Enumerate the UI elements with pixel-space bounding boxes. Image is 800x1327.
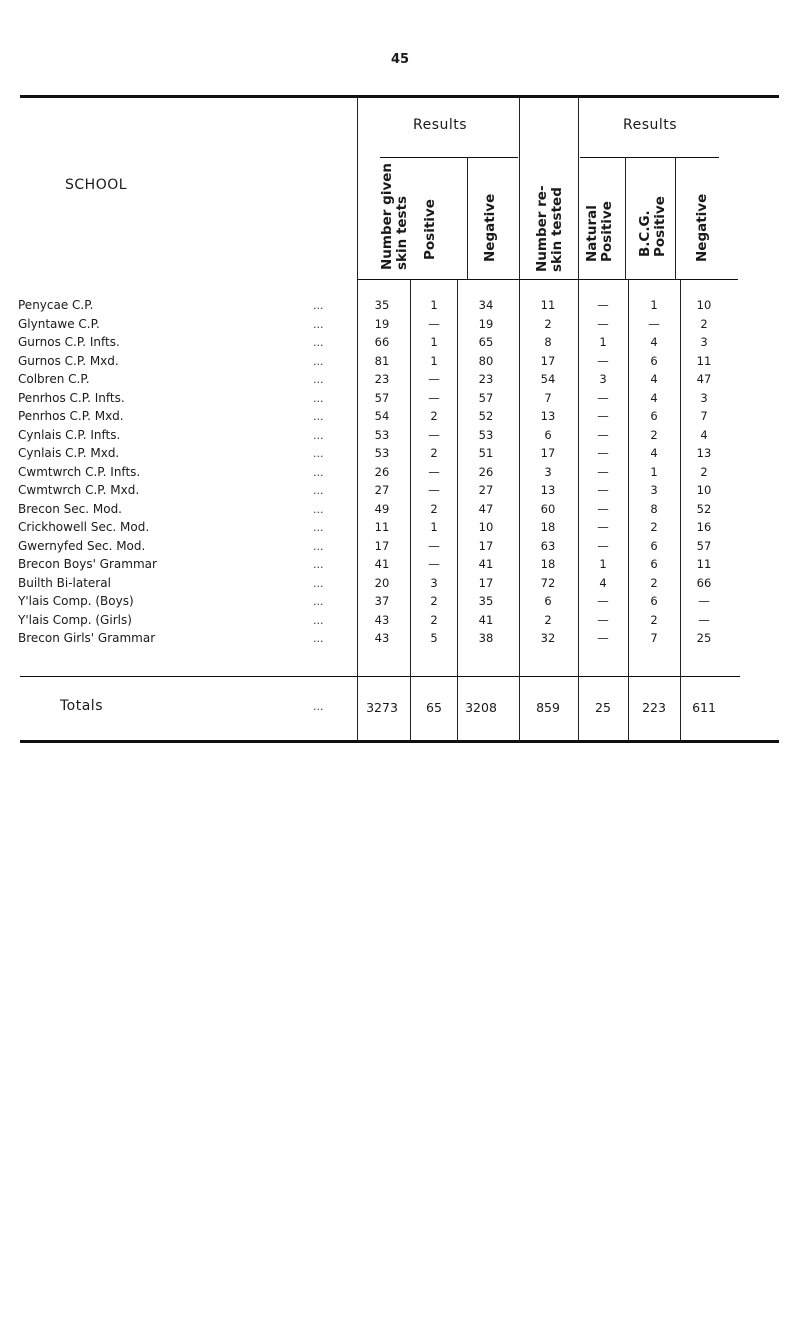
cell-negative-2: 57 [696, 538, 712, 553]
cell-positive: 3 [430, 575, 438, 590]
school-name: Colbren C.P. [18, 372, 90, 386]
leader-dots: ... [313, 539, 324, 553]
cell-bcg-positive: 1 [650, 298, 658, 312]
cell-bcg-positive: 2 [650, 575, 658, 590]
header-results-2: Results [623, 117, 678, 133]
cell-negative-2: 4 [700, 427, 708, 442]
cell-negative: 34 [478, 298, 494, 312]
cell-positive: 2 [430, 612, 438, 627]
cell-bcg-positive: 1 [650, 464, 658, 479]
cell-bcg-positive: 7 [650, 631, 658, 645]
cell-given: 43 [374, 612, 390, 627]
cell-bcg-positive: 6 [650, 557, 658, 571]
totals-bcg: 223 [642, 700, 666, 715]
cell-negative-2: 3 [700, 335, 708, 349]
cell-negative: 51 [478, 446, 494, 460]
cell-negative: 53 [478, 427, 494, 442]
cell-bcg-positive: 6 [650, 538, 658, 553]
cell-bcg-positive: 2 [650, 612, 658, 627]
cell-bcg-positive: 4 [650, 335, 658, 349]
cell-positive: 2 [430, 446, 438, 460]
cell-retested: 32 [540, 631, 556, 645]
cell-retested: 8 [544, 335, 552, 349]
cell-natural-positive: — [597, 390, 609, 405]
cell-negative: 23 [478, 372, 494, 386]
cell-negative: 10 [478, 520, 494, 534]
header-col-line [578, 98, 579, 280]
leader-dots: ... [313, 632, 324, 645]
leader-dots: ... [313, 299, 324, 312]
cell-bcg-positive: 2 [650, 427, 658, 442]
header-number-given: Number given skin tests [379, 162, 410, 270]
cell-natural-positive: 4 [599, 575, 607, 590]
cell-negative-2: 13 [696, 446, 712, 460]
cell-negative: 35 [478, 594, 494, 608]
cell-retested: 13 [540, 409, 556, 423]
cell-given: 43 [374, 631, 390, 645]
cell-bcg-positive: 6 [650, 594, 658, 608]
leader-dots: ... [313, 484, 324, 497]
leader-dots: ... [313, 576, 324, 590]
cell-natural-positive: — [597, 594, 609, 608]
cell-given: 53 [374, 446, 390, 460]
cell-given: 81 [374, 353, 390, 368]
cell-given: 20 [374, 575, 390, 590]
cell-negative: 26 [478, 464, 494, 479]
cell-negative-2: 2 [700, 316, 708, 331]
cell-natural-positive: 1 [599, 335, 607, 349]
cell-retested: 54 [540, 372, 556, 386]
leader-dots: ... [313, 336, 324, 349]
cell-negative: 17 [478, 575, 494, 590]
cell-negative: 38 [478, 631, 494, 645]
cell-given: 49 [374, 501, 390, 516]
cell-negative: 65 [478, 335, 494, 349]
cell-positive: 1 [430, 353, 438, 368]
header-bcg-positive: B.C.G. Positive [637, 196, 668, 257]
cell-given: 53 [374, 427, 390, 442]
page-number: 45 [390, 52, 410, 67]
school-name: Penrhos C.P. Infts. [18, 390, 125, 405]
cell-retested: 6 [544, 427, 552, 442]
cell-negative-2: 10 [696, 483, 712, 497]
cell-positive: — [428, 483, 440, 497]
cell-negative-2: 2 [700, 464, 708, 479]
header-school: SCHOOL [65, 177, 128, 193]
school-name: Brecon Boys' Grammar [18, 557, 157, 571]
cell-natural-positive: — [597, 631, 609, 645]
cell-negative-2: 11 [696, 557, 712, 571]
cell-negative: 52 [478, 409, 494, 423]
cell-positive: — [428, 372, 440, 386]
cell-retested: 7 [544, 390, 552, 405]
leader-dots: ... [313, 391, 324, 405]
school-name: Gurnos C.P. Infts. [18, 335, 120, 349]
body-col-line [410, 280, 411, 740]
school-name: Gwernyfed Sec. Mod. [18, 538, 146, 553]
cell-bcg-positive: 4 [650, 390, 658, 405]
school-name: Brecon Girls' Grammar [18, 631, 156, 645]
cell-given: 19 [374, 316, 390, 331]
cell-retested: 72 [540, 575, 556, 590]
cell-retested: 18 [540, 520, 556, 534]
body-col-line [519, 280, 520, 740]
results-2-underline [580, 157, 719, 158]
cell-positive: 5 [430, 631, 438, 645]
bottom-rule [20, 740, 779, 743]
cell-natural-positive: — [597, 464, 609, 479]
school-name: Penrhos C.P. Mxd. [18, 409, 124, 423]
leader-dots: ... [313, 354, 324, 368]
cell-negative: 80 [478, 353, 494, 368]
leader-dots: ... [313, 317, 324, 331]
cell-natural-positive: — [597, 612, 609, 627]
cell-positive: 2 [430, 501, 438, 516]
cell-positive: — [428, 427, 440, 442]
header-col-line [467, 157, 468, 280]
cell-negative: 27 [478, 483, 494, 497]
totals-col-line [680, 676, 681, 739]
cell-given: 35 [374, 298, 390, 312]
header-col-line [675, 157, 676, 280]
cell-given: 54 [374, 409, 390, 423]
cell-given: 23 [374, 372, 390, 386]
school-name: Cwmtwrch C.P. Infts. [18, 464, 141, 479]
cell-negative-2: 25 [696, 631, 712, 645]
cell-natural-positive: — [597, 409, 609, 423]
cell-negative-2: 16 [696, 520, 712, 534]
cell-natural-positive: 3 [599, 372, 607, 386]
leader-dots: ... [313, 613, 324, 627]
cell-given: 11 [374, 520, 390, 534]
cell-retested: 6 [544, 594, 552, 608]
results-1-underline [380, 157, 518, 158]
cell-given: 41 [374, 557, 390, 571]
cell-negative: 57 [478, 390, 494, 405]
cell-negative: 19 [478, 316, 494, 331]
cell-negative-2: 10 [696, 298, 712, 312]
body-col-line [680, 280, 681, 740]
cell-given: 26 [374, 464, 390, 479]
cell-retested: 63 [540, 538, 556, 553]
cell-natural-positive: — [597, 427, 609, 442]
cell-retested: 17 [540, 353, 556, 368]
cell-negative-2: — [698, 594, 710, 608]
cell-natural-positive: — [597, 446, 609, 460]
cell-positive: — [428, 464, 440, 479]
totals-negative-2: 611 [692, 700, 716, 715]
cell-bcg-positive: 4 [650, 446, 658, 460]
header-col-line [519, 98, 520, 280]
cell-bcg-positive: 8 [650, 501, 658, 516]
cell-natural-positive: 1 [599, 557, 607, 571]
body-col-line [578, 280, 579, 740]
cell-positive: 2 [430, 409, 438, 423]
school-name: Brecon Sec. Mod. [18, 501, 122, 516]
cell-retested: 2 [544, 316, 552, 331]
leader-dots: ... [313, 410, 324, 423]
school-name: Cwmtwrch C.P. Mxd. [18, 483, 140, 497]
cell-retested: 3 [544, 464, 552, 479]
totals-col-line [410, 676, 411, 739]
cell-given: 17 [374, 538, 390, 553]
leader-dots: ... [313, 558, 324, 571]
cell-negative-2: 3 [700, 390, 708, 405]
leader-dots: ... [313, 502, 324, 516]
header-negative: Negative [482, 193, 498, 262]
cell-natural-positive: — [597, 316, 609, 331]
cell-given: 66 [374, 335, 390, 349]
cell-positive: 2 [430, 594, 438, 608]
totals-rule [20, 676, 740, 677]
cell-given: 27 [374, 483, 390, 497]
cell-positive: 1 [430, 520, 438, 534]
school-name: Glyntawe C.P. [18, 316, 100, 331]
cell-positive: — [428, 538, 440, 553]
cell-given: 37 [374, 594, 390, 608]
totals-positive: 65 [426, 700, 442, 715]
header-col-line [625, 157, 626, 280]
header-col-line [357, 98, 358, 280]
header-negative-2: Negative [694, 193, 710, 262]
cell-negative-2: 66 [696, 575, 712, 590]
cell-natural-positive: — [597, 520, 609, 534]
school-name: Y'lais Comp. (Girls) [18, 612, 132, 627]
cell-bcg-positive: 6 [650, 353, 658, 368]
cell-negative-2: 52 [696, 501, 712, 516]
header-results-1: Results [413, 117, 468, 133]
cell-bcg-positive: 6 [650, 409, 658, 423]
totals-col-line [519, 676, 520, 739]
header-number-retested: Number re- skin tested [534, 185, 565, 272]
totals-negative: 3208 [465, 700, 497, 715]
school-name: Y'lais Comp. (Boys) [18, 594, 134, 608]
cell-retested: 17 [540, 446, 556, 460]
cell-positive: 1 [430, 298, 438, 312]
cell-positive: — [428, 557, 440, 571]
cell-negative: 47 [478, 501, 494, 516]
cell-bcg-positive: — [648, 316, 660, 331]
cell-natural-positive: — [597, 353, 609, 368]
school-name: Penycae C.P. [18, 298, 94, 312]
cell-retested: 2 [544, 612, 552, 627]
header-natural-positive: Natural Positive [584, 201, 615, 262]
totals-given: 3273 [366, 700, 398, 715]
cell-negative: 41 [478, 557, 494, 571]
cell-positive: — [428, 316, 440, 331]
cell-retested: 18 [540, 557, 556, 571]
totals-retested: 859 [536, 700, 560, 715]
top-rule [20, 95, 779, 98]
cell-natural-positive: — [597, 501, 609, 516]
header-positive: Positive [422, 199, 438, 260]
cell-negative-2: — [698, 612, 710, 627]
cell-positive: — [428, 390, 440, 405]
cell-natural-positive: — [597, 483, 609, 497]
cell-given: 57 [374, 390, 390, 405]
cell-bcg-positive: 2 [650, 520, 658, 534]
school-name: Crickhowell Sec. Mod. [18, 520, 150, 534]
leader-dots: ... [313, 428, 324, 442]
totals-leader: ... [313, 700, 324, 713]
totals-col-line [628, 676, 629, 739]
leader-dots: ... [313, 521, 324, 534]
cell-negative-2: 47 [696, 372, 712, 386]
school-name: Cynlais C.P. Mxd. [18, 446, 120, 460]
body-col-line [357, 280, 358, 740]
cell-natural-positive: — [597, 298, 609, 312]
school-name: Builth Bi-lateral [18, 575, 111, 590]
cell-negative: 17 [478, 538, 494, 553]
cell-bcg-positive: 4 [650, 372, 658, 386]
totals-col-line [357, 676, 358, 739]
totals-natural: 25 [595, 700, 611, 715]
totals-label: Totals [60, 698, 103, 714]
cell-negative: 41 [478, 612, 494, 627]
cell-bcg-positive: 3 [650, 483, 658, 497]
cell-negative-2: 7 [700, 409, 708, 423]
leader-dots: ... [313, 373, 324, 386]
cell-negative-2: 11 [696, 353, 712, 368]
leader-dots: ... [313, 447, 324, 460]
body-col-line [457, 280, 458, 740]
cell-retested: 60 [540, 501, 556, 516]
cell-positive: 1 [430, 335, 438, 349]
leader-dots: ... [313, 465, 324, 479]
leader-dots: ... [313, 595, 324, 608]
school-name: Gurnos C.P. Mxd. [18, 353, 119, 368]
body-col-line [628, 280, 629, 740]
school-name: Cynlais C.P. Infts. [18, 427, 121, 442]
totals-col-line [578, 676, 579, 739]
cell-retested: 11 [540, 298, 556, 312]
cell-natural-positive: — [597, 538, 609, 553]
cell-retested: 13 [540, 483, 556, 497]
